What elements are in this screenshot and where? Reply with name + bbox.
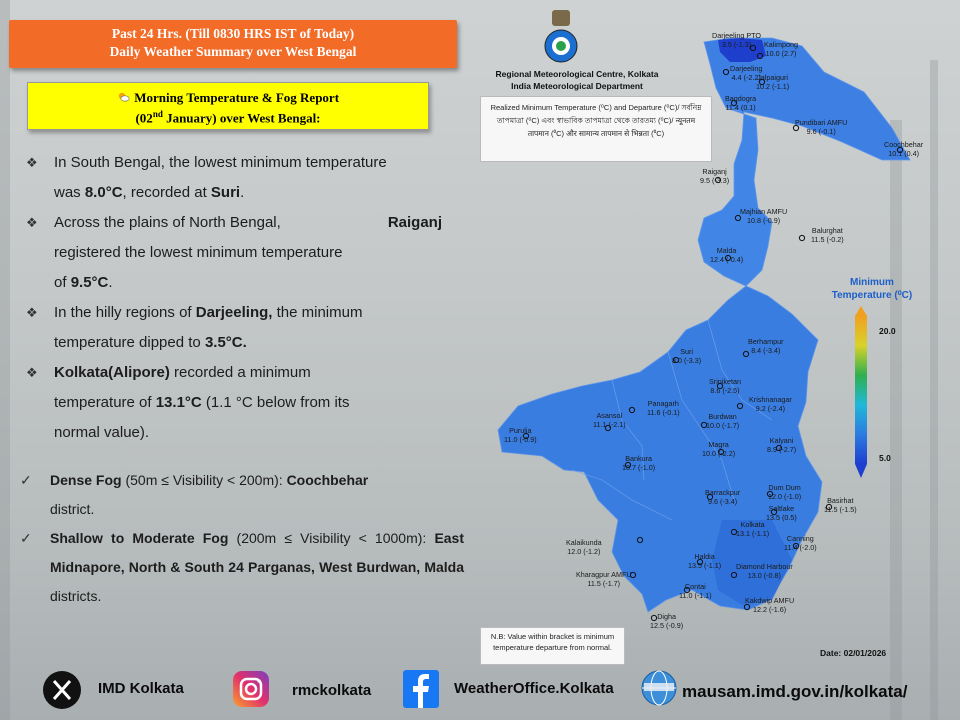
map-legend: Realized Minimum Temperature (⁰C) and Departure (⁰C)/ সর্বনিম্ন তাপমাত্রা (⁰C) এবং স্বাভাবিক তাপমাত্রা থেকে তারতম্য (⁰C)/ न्यूनतम तापमान (⁰C) और सामान्य तापमान से भिन्नता (⁰C) bbox=[480, 96, 712, 162]
scale-max-label: 20.0 bbox=[879, 326, 896, 336]
station-label: Darjeeling PTO 3.5 (-1.3) bbox=[712, 31, 762, 49]
station-label: Berhampur 8.4 (-3.4) bbox=[748, 337, 784, 355]
station-label: Bagdogra 11.4 (0.1) bbox=[725, 94, 757, 112]
footer bbox=[0, 668, 960, 720]
note-box: N.B: Value within bracket is minimum temperature departure from normal. bbox=[480, 627, 625, 665]
scale-min-label: 5.0 bbox=[879, 453, 891, 463]
bullet-kolkata: ❖ Kolkata(Alipore) recorded a minimum temperature of 13.1°C (1.1 °C below from its normal value). bbox=[26, 358, 442, 448]
station-label: Darjeeling 4.4 (-2.2) bbox=[730, 64, 763, 82]
bullet-south-bengal: ❖ In South Bengal, the lowest minimum temperature was 8.0°C, recorded at Suri. bbox=[26, 148, 442, 208]
station-label: Asansol 11.1 (-2.1) bbox=[593, 411, 626, 429]
station-label: Bankura 10.7 (-1.0) bbox=[622, 454, 656, 472]
title-line-1: Past 24 Hrs. (Till 0830 HRS IST of Today) bbox=[111, 26, 355, 41]
station-label: Dum Dum 12.0 (-1.0) bbox=[768, 483, 802, 501]
instagram-icon[interactable] bbox=[232, 670, 270, 713]
report-title-text: Morning Temperature & Fog Report bbox=[134, 90, 340, 105]
globe-icon[interactable] bbox=[640, 669, 678, 712]
station-label: Barrackpur 9.6 (-3.4) bbox=[705, 488, 741, 506]
bullet-darjeeling: ❖ In the hilly regions of Darjeeling, the minimum temperature dipped to 3.5°C. bbox=[26, 298, 442, 358]
station-label: Krishnanagar 9.2 (-2.4) bbox=[749, 395, 792, 413]
station-label: Kakdwip AMFU 12.2 (-1.6) bbox=[745, 596, 795, 614]
title-line-2: Daily Weather Summary over West Bengal bbox=[109, 44, 357, 59]
station-label: Kalaikunda 12.0 (-1.2) bbox=[566, 538, 602, 556]
station-label: Magra 10.0 (-2.2) bbox=[702, 440, 736, 458]
station-label: Diamond Harbour 13.0 (-0.8) bbox=[736, 562, 793, 580]
instagram-label[interactable]: rmckolkata bbox=[292, 682, 372, 699]
partly-sunny-icon bbox=[117, 89, 131, 106]
station-label: Panagarh 11.6 (-0.1) bbox=[647, 399, 680, 417]
station-label: Digha 12.5 (-0.9) bbox=[650, 612, 684, 630]
station-label: Balurghat 11.5 (-0.2) bbox=[811, 226, 844, 244]
station-label: Burdwan 10.0 (-1.7) bbox=[706, 412, 740, 430]
station-label: Coochbehar 10.1 (0.4) bbox=[884, 140, 924, 158]
page-title bbox=[9, 20, 457, 68]
station-label: Purulia 11.0 (-0.9) bbox=[504, 426, 537, 444]
x-account-label[interactable]: IMD Kolkata bbox=[98, 680, 184, 697]
temperature-summary bbox=[26, 148, 442, 448]
report-date-suffix: January) over West Bengal: bbox=[162, 110, 321, 126]
station-label: Suri 8.0 (-3.3) bbox=[672, 347, 702, 365]
scale-title: Minimum Temperature (⁰C) bbox=[831, 277, 913, 301]
station-label: Majhian AMFU 10.8 (-0.9) bbox=[740, 207, 788, 225]
background-tree bbox=[0, 0, 10, 720]
org-name: Regional Meteorological Centre, Kolkata India Meteorological Department bbox=[495, 69, 659, 91]
station-label: Canning 11.4 (-2.0) bbox=[784, 534, 817, 552]
station-label: Kalyani 8.9 (-2.7) bbox=[767, 436, 797, 454]
fog-shallow: ✓ Shallow to Moderate Fog (200m ≤ Visibility < 1000m): East Midnapore, North & South 24 Parganas, West Burdwan, Malda districts. bbox=[20, 524, 464, 611]
station-label: Saltlake 13.5 (0.5) bbox=[766, 504, 797, 522]
facebook-label[interactable]: WeatherOffice.Kolkata bbox=[454, 680, 614, 697]
fog-dense: ✓ Dense Fog (50m ≤ Visibility < 200m): Coochbehar district. bbox=[20, 466, 464, 524]
station-label: Contai 11.0 (-1.1) bbox=[679, 582, 712, 600]
station-label: Haldia 13.5 (-1.1) bbox=[688, 552, 722, 570]
facebook-icon[interactable] bbox=[403, 670, 439, 713]
report-date-sup: nd bbox=[152, 109, 163, 119]
station-label: Jalpaiguri 10.2 (-1.1) bbox=[756, 73, 790, 91]
temperature-scale-bar bbox=[855, 316, 867, 464]
map-panel bbox=[472, 0, 960, 665]
website-link[interactable]: mausam.imd.gov.in/kolkata/ bbox=[682, 682, 908, 701]
station-marker bbox=[799, 235, 804, 240]
report-date: Date: 02/01/2026 bbox=[820, 648, 887, 658]
station-label: Kharagpur AMFU 11.5 (-1.7) bbox=[576, 570, 632, 588]
bullet-north-bengal: ❖ Across the plains of North Bengal, Raiganj registered the lowest minimum temperature of 9.5°C. bbox=[26, 208, 442, 298]
report-date-prefix: (02 bbox=[135, 110, 153, 126]
x-logo-icon[interactable] bbox=[42, 670, 82, 715]
station-label: Pundibari AMFU 9.6 (-0.1) bbox=[795, 118, 848, 136]
station-label: Raiganj 9.5 (-3.3) bbox=[700, 167, 730, 185]
report-title bbox=[27, 82, 429, 130]
fog-report bbox=[20, 466, 464, 611]
station-label: Sriniketan 8.6 (-2.5) bbox=[709, 377, 741, 395]
station-label: Kalimpong 10.0 (2.7) bbox=[764, 40, 798, 58]
station-label: Basirhat 11.5 (-1.5) bbox=[824, 496, 857, 514]
station-label: Malda 12.4 (-0.4) bbox=[710, 246, 744, 264]
station-label: Kolkata 13.1 (-1.1) bbox=[736, 520, 770, 538]
